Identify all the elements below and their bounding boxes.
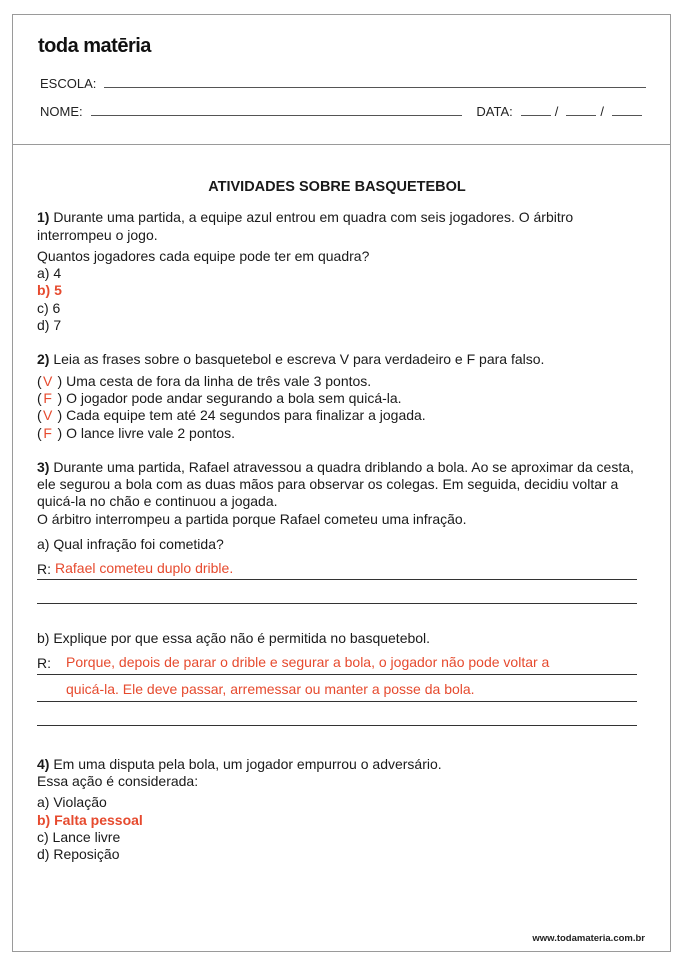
date-slash: / <box>554 104 559 119</box>
option-d: d) 7 <box>37 317 62 334</box>
option-b-correct: b) Falta pessoal <box>37 811 143 828</box>
page-title: ATIVIDADES SOBRE BASQUETEBOL <box>208 179 466 195</box>
question-2 <box>37 351 637 441</box>
answer-line-3a[interactable] <box>37 555 637 580</box>
question-number: 4) <box>37 755 50 772</box>
answer-3b-line-1: Porque, depois de parar o drible e segurar a bola, o jogador não pode voltar a <box>66 654 550 671</box>
question-4 <box>37 756 637 864</box>
option-b-correct: b) 5 <box>37 282 62 299</box>
tf-item: (V ) Cada equipe tem até 24 segundos para finalizar a jogada. <box>37 407 426 424</box>
tf-mark[interactable]: V <box>43 407 53 424</box>
escola-label: ESCOLA: <box>40 76 97 91</box>
nome-data-row <box>40 104 646 119</box>
nome-label: NOME: <box>40 104 83 119</box>
tf-item: ( F ) O lance livre vale 2 pontos. <box>37 424 235 441</box>
question-number: 1) <box>37 209 50 226</box>
month-input-line[interactable] <box>566 114 596 116</box>
option-d: d) Reposição <box>37 846 120 863</box>
question-number: 2) <box>37 351 50 368</box>
option-a: a) Violação <box>37 794 107 811</box>
tf-mark[interactable]: F <box>43 424 52 441</box>
nome-input-line[interactable] <box>91 114 463 116</box>
question-2-text: 2) Leia as frases sobre o basquetebol e escreva V para verdadeiro e F para falso. <box>37 351 545 368</box>
response-label: R: <box>37 561 51 578</box>
worksheet-content <box>37 165 637 863</box>
escola-input-line[interactable] <box>104 86 646 88</box>
day-input-line[interactable] <box>521 114 551 116</box>
blank-answer-line[interactable] <box>37 580 637 604</box>
escola-field <box>40 76 646 91</box>
question-4-prompt: Essa ação é considerada: <box>37 772 199 789</box>
answer-line-3b-1[interactable] <box>37 650 637 675</box>
answer-line-3b-2[interactable] <box>37 677 637 702</box>
year-input-line[interactable] <box>612 114 642 116</box>
question-3-text: 3) Durante uma partida, Rafael atravessou a quadra driblando a bola. Ao se aproximar da cesta, ele segurou a bola com as duas mãos para observar os colegas. Em seguida, decidiu voltar a quicá-la no chão e continuou a jogada. <box>37 458 634 510</box>
tf-item: ( F ) O jogador pode andar segurando a bola sem quicá-la. <box>37 389 402 406</box>
tf-mark[interactable]: F <box>43 389 52 406</box>
question-3 <box>37 459 637 726</box>
option-c: c) Lance livre <box>37 828 121 845</box>
response-label: R: <box>37 655 51 672</box>
data-label: DATA: <box>476 104 513 119</box>
answer-3a: Rafael cometeu duplo drible. <box>55 560 234 577</box>
question-1 <box>37 209 637 334</box>
tf-mark[interactable]: V <box>43 372 53 389</box>
answer-3b-line-2: quicá-la. Ele deve passar, arremessar ou manter a posse da bola. <box>66 681 475 698</box>
logo: toda matēria <box>38 35 151 57</box>
blank-answer-line[interactable] <box>37 702 637 726</box>
option-a: a) 4 <box>37 265 62 282</box>
question-1-prompt: Quantos jogadores cada equipe pode ter em quadra? <box>37 247 370 264</box>
question-3a-prompt: a) Qual infração foi cometida? <box>37 536 224 553</box>
data-field <box>476 104 646 119</box>
question-number: 3) <box>37 458 50 475</box>
date-slash: / <box>600 104 604 119</box>
tf-item: (V ) Uma cesta de fora da linha de três vale 3 pontos. <box>37 372 372 389</box>
question-1-text: 1) Durante uma partida, a equipe azul entrou em quadra com seis jogadores. O árbitro interrompeu o jogo. <box>37 209 574 243</box>
question-4-text: 4) Em uma disputa pela bola, um jogador empurrou o adversário. <box>37 755 442 772</box>
question-3b-prompt: b) Explique por que essa ação não é permitida no basquetebol. <box>37 630 431 647</box>
footer-url: www.todamateria.com.br <box>532 933 645 944</box>
option-c: c) 6 <box>37 299 61 316</box>
question-3-text-2: O árbitro interrompeu a partida porque Rafael cometeu uma infração. <box>37 510 467 527</box>
worksheet-header <box>13 15 670 145</box>
